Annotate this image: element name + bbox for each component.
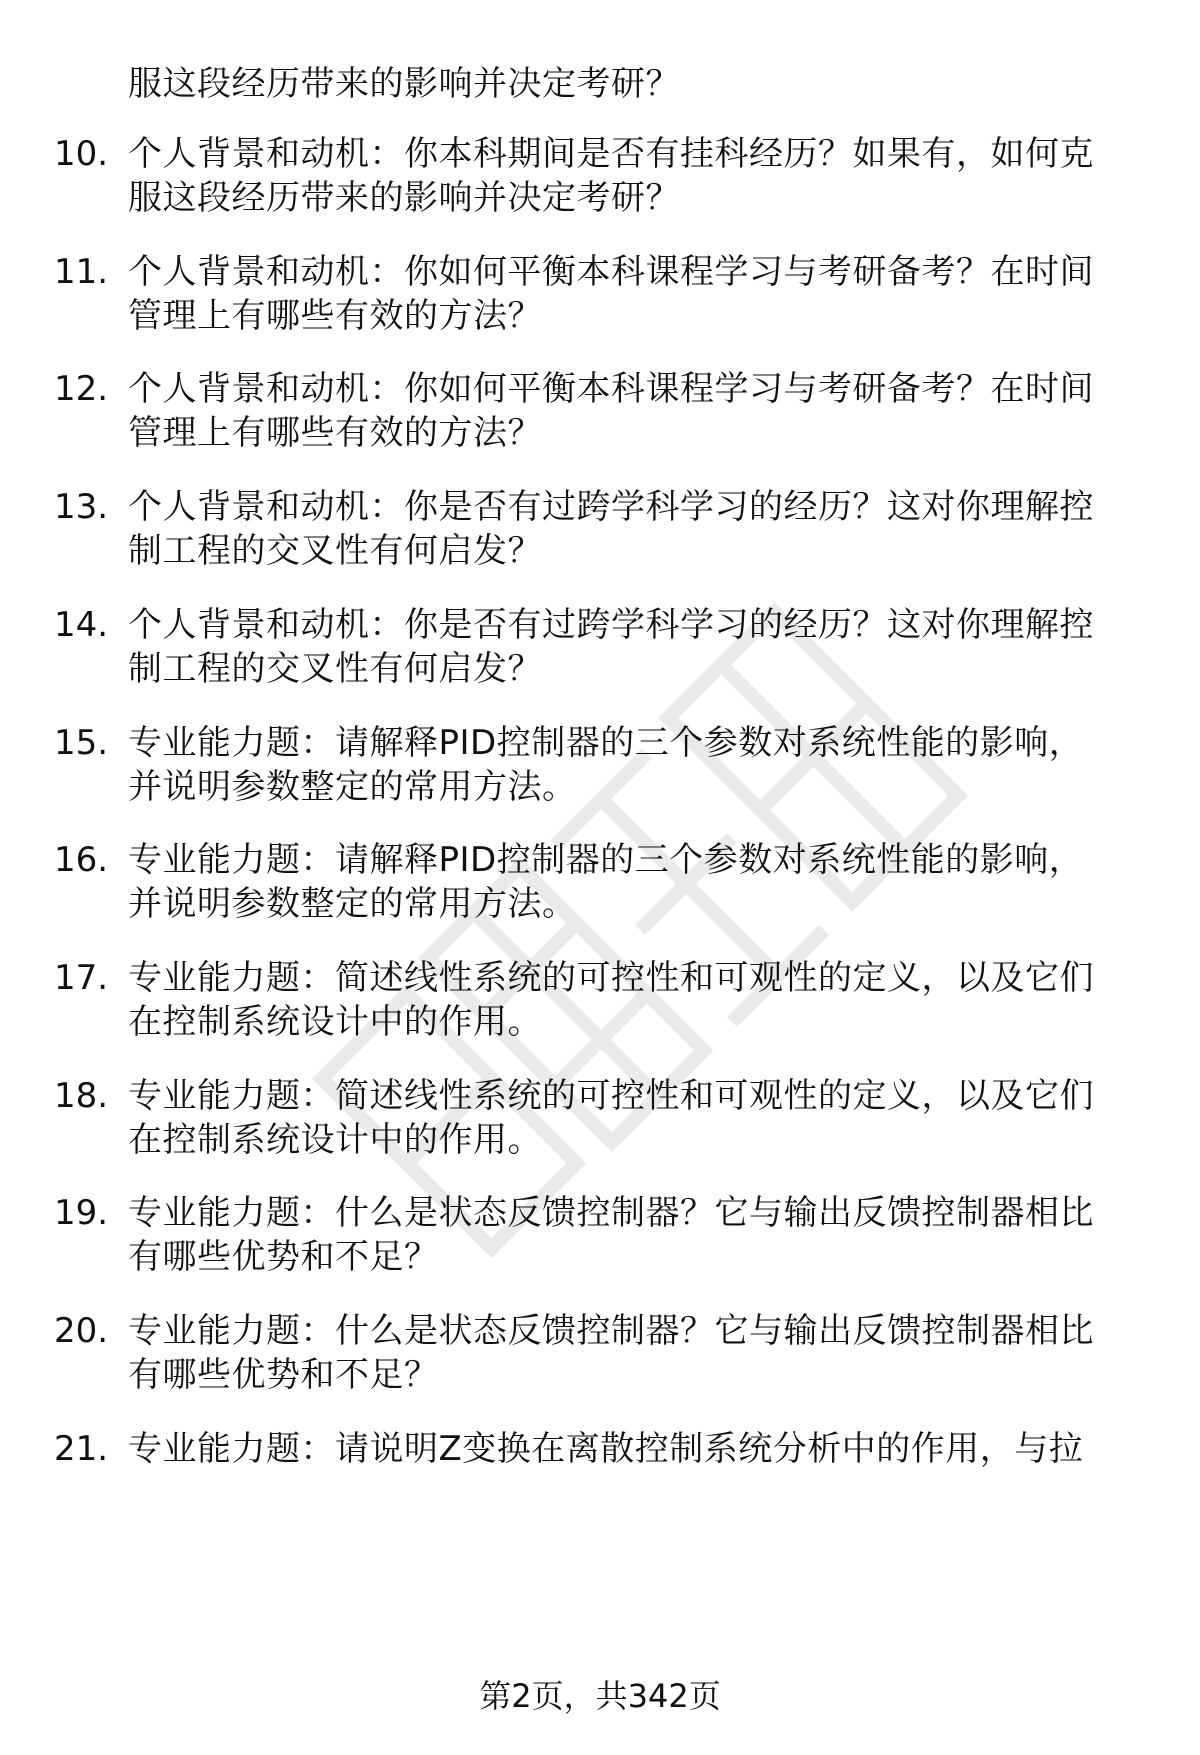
question-number: 15. bbox=[54, 723, 109, 763]
question-number: 10. bbox=[54, 134, 109, 174]
question-text bbox=[128, 1427, 1148, 1471]
question-line: 个人背景和动机：你如何平衡本科课程学习与考研备考？在时间 bbox=[128, 369, 1094, 409]
question-text bbox=[128, 603, 1148, 691]
question-number: 20. bbox=[54, 1311, 109, 1351]
question-line: 专业能力题：简述线性系统的可控性和可观性的定义，以及它们 bbox=[128, 958, 1094, 998]
question-line: 专业能力题：请说明Z变换在离散控制系统分析中的作用，与拉 bbox=[128, 1429, 1084, 1469]
question-line: 管理上有哪些有效的方法？ bbox=[128, 296, 542, 336]
question-line: 专业能力题：什么是状态反馈控制器？它与输出反馈控制器相比 bbox=[128, 1193, 1094, 1233]
question-number: 19. bbox=[54, 1193, 109, 1233]
question-line: 并说明参数整定的常用方法。 bbox=[128, 884, 577, 924]
question-line: 个人背景和动机：你如何平衡本科课程学习与考研备考？在时间 bbox=[128, 252, 1094, 292]
question-line: 专业能力题：简述线性系统的可控性和可观性的定义，以及它们 bbox=[128, 1076, 1094, 1116]
question-line: 专业能力题：什么是状态反馈控制器？它与输出反馈控制器相比 bbox=[128, 1311, 1094, 1351]
question-text bbox=[128, 838, 1148, 926]
question-number: 21. bbox=[54, 1429, 109, 1469]
question-line: 有哪些优势和不足？ bbox=[128, 1355, 439, 1395]
question-number: 16. bbox=[54, 840, 109, 880]
question-line: 在控制系统设计中的作用。 bbox=[128, 1120, 542, 1160]
question-line: 个人背景和动机：你是否有过跨学科学习的经历？这对你理解控 bbox=[128, 487, 1094, 527]
question-line: 专业能力题：请解释PID控制器的三个参数对系统性能的影响， bbox=[128, 723, 1084, 763]
question-text bbox=[128, 367, 1148, 455]
question-line: 制工程的交叉性有何启发？ bbox=[128, 531, 542, 571]
question-number: 17. bbox=[54, 958, 109, 998]
question-text bbox=[128, 132, 1148, 220]
question-line: 有哪些优势和不足？ bbox=[128, 1237, 439, 1277]
question-number: 11. bbox=[54, 252, 109, 292]
question-line: 专业能力题：请解释PID控制器的三个参数对系统性能的影响， bbox=[128, 840, 1084, 880]
page-footer: 第2页，共342页 bbox=[479, 1677, 721, 1715]
question-text bbox=[128, 1309, 1148, 1397]
question-text bbox=[128, 250, 1148, 338]
question-text bbox=[128, 1074, 1148, 1162]
question-text bbox=[128, 956, 1148, 1044]
continued-question-text: 服这段经历带来的影响并决定考研？ bbox=[128, 64, 680, 104]
question-line: 并说明参数整定的常用方法。 bbox=[128, 767, 577, 807]
question-line: 制工程的交叉性有何启发？ bbox=[128, 649, 542, 689]
question-number: 12. bbox=[54, 369, 109, 409]
question-number: 18. bbox=[54, 1076, 109, 1116]
question-line: 服这段经历带来的影响并决定考研？ bbox=[128, 178, 680, 218]
question-line: 个人背景和动机：你是否有过跨学科学习的经历？这对你理解控 bbox=[128, 605, 1094, 645]
question-line: 在控制系统设计中的作用。 bbox=[128, 1002, 542, 1042]
question-line: 管理上有哪些有效的方法？ bbox=[128, 413, 542, 453]
question-text bbox=[128, 485, 1148, 573]
question-number: 14. bbox=[54, 605, 109, 645]
question-number: 13. bbox=[54, 487, 109, 527]
question-text bbox=[128, 1191, 1148, 1279]
question-text bbox=[128, 721, 1148, 809]
question-line: 个人背景和动机：你本科期间是否有挂科经历？如果有，如何克 bbox=[128, 134, 1094, 174]
